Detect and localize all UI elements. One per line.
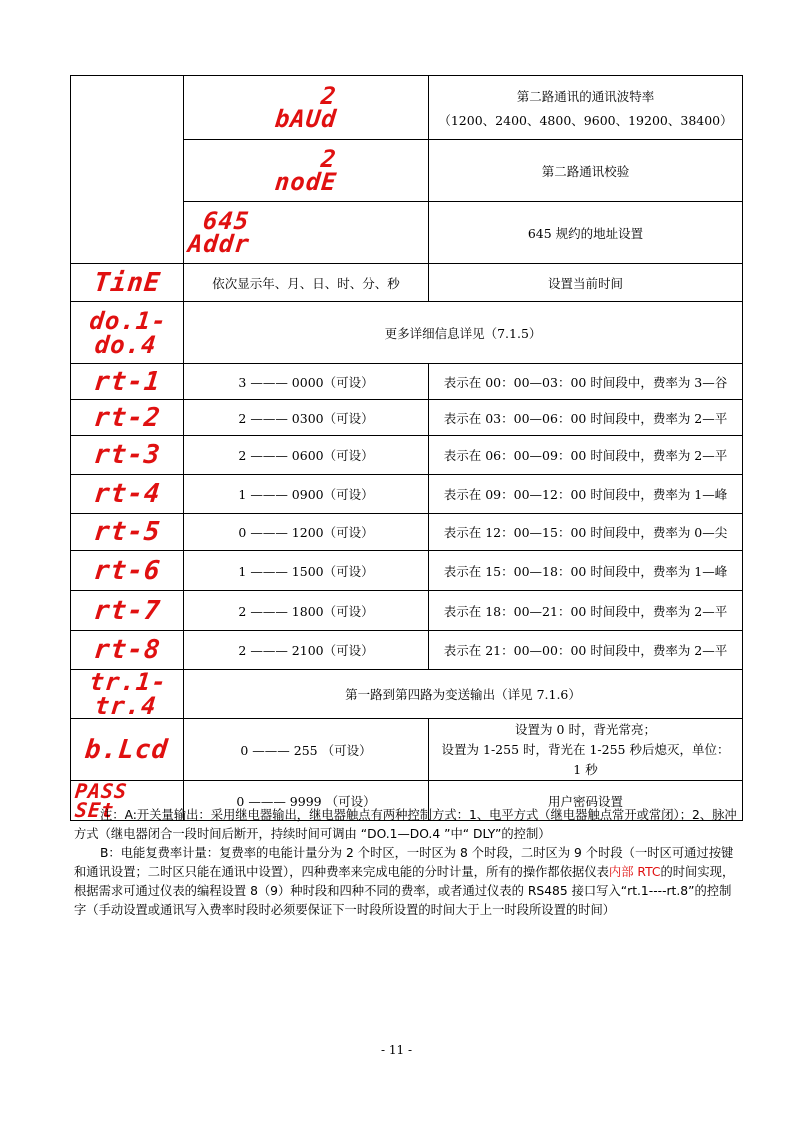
table-row	[71, 364, 743, 400]
lcd-display	[273, 81, 339, 133]
lcd-cell	[184, 140, 429, 202]
lcd-code: rt-8	[92, 635, 162, 665]
lcd-code: rt-1	[92, 366, 162, 397]
desc-cell: 设置当前时间	[429, 264, 743, 302]
lcd-cell	[71, 551, 184, 591]
lcd-cell	[71, 400, 184, 436]
table-row	[71, 475, 743, 514]
desc-cell: 表示在 12：00—15：00 时间段中，费率为 0—尖	[429, 514, 743, 551]
lcd-code: tr.1-tr.4	[88, 668, 169, 720]
lcd-code: rt-5	[92, 517, 162, 547]
desc-text-3: 1 秒	[573, 761, 598, 777]
lcd-display	[273, 144, 339, 196]
lcd-code: rt-6	[92, 555, 162, 586]
desc-cell: 表示在 18：00—21：00 时间段中，费率为 2—平	[429, 591, 743, 631]
lcd-code: rt-4	[92, 479, 162, 509]
lcd-code: PASS	[73, 778, 129, 803]
lcd-code: TinE	[92, 267, 162, 298]
desc-cell: 表示在 03：00—06：00 时间段中，费率为 2—平	[429, 400, 743, 436]
parameter-table	[70, 75, 743, 821]
value-cell: 依次显示年、月、日、时、分、秒	[184, 264, 429, 302]
desc-cell: 表示在 00：00—03：00 时间段中，费率为 3—谷	[429, 364, 743, 400]
value-cell: 2 ——— 0300（可设）	[184, 400, 429, 436]
value-cell: 2 ——— 2100（可设）	[184, 631, 429, 670]
lcd-display	[186, 206, 252, 258]
lcd-cell	[71, 436, 184, 475]
note-a: 注：A:开关量输出：采用继电器输出，继电器触点有两种控制方式：1、电平方式（继电器触点常开或常闭）；2、脉冲方式（继电器闭合一段时间后断开，持续时间可调由 “DO.1—DO.4 ”中“ DLY”的控制）	[74, 808, 737, 841]
lcd-code: bAUd	[273, 104, 339, 133]
note-b	[74, 844, 740, 920]
lcd-code: rt-2	[92, 402, 162, 433]
desc-cell	[429, 76, 743, 140]
value-cell: 0 ——— 9999 （可设）	[184, 781, 429, 821]
table-row	[71, 76, 743, 140]
table-row	[71, 436, 743, 475]
desc-cell: 表示在 21：00—00：00 时间段中，费率为 2—平	[429, 631, 743, 670]
note-b-text-end: 的时间实现，根据需求可通过仪表的编程设置 8（9）种时段和四种不同的费率，或者通过仪表的 RS485 接口写入“rt.1----rt.8”的控制字（手动设置或通讯写入费率时段时必须要保证下一时段所设置的时间大于上一时段所设置的时间）	[74, 865, 735, 917]
desc-cell: 表示在 15：00—18：00 时间段中，费率为 1—峰	[429, 551, 743, 591]
value-cell: 2 ——— 1800（可设）	[184, 591, 429, 631]
lcd-cell	[71, 670, 184, 719]
lcd-cell	[71, 364, 184, 400]
lcd-code: b.Lcd	[83, 734, 171, 765]
desc-cell	[429, 719, 743, 781]
lcd-cell	[71, 514, 184, 551]
table-row	[71, 591, 743, 631]
value-cell: 1 ——— 1500（可设）	[184, 551, 429, 591]
lcd-code: rt-3	[92, 440, 162, 470]
table-row	[71, 302, 743, 364]
span-cell: 更多详细信息详见（7.1.5）	[184, 302, 743, 364]
lcd-code: do.1-do.4	[88, 306, 169, 359]
table-row	[71, 670, 743, 719]
desc-cell: 第二路通讯校验	[429, 140, 743, 202]
value-cell: 0 ——— 1200（可设）	[184, 514, 429, 551]
lcd-code-top: 2	[320, 81, 339, 110]
empty-cell	[71, 76, 184, 264]
table-row	[71, 719, 743, 781]
desc-cell: 表示在 06：00—09：00 时间段中，费率为 2—平	[429, 436, 743, 475]
note-b-text: B：电能复费率计量：复费率的电能计量分为 2 个时区，一时区为 8 个时段，二时区为 9 个时段（一时区可通过按键和通讯设置；二时区只能在通讯中设置），四种费率来完成电能的分时计量，所有的操作都依据仪表	[74, 846, 734, 879]
page-number: - 11 -	[380, 1043, 412, 1057]
table-row	[71, 514, 743, 551]
value-cell: 1 ——— 0900（可设）	[184, 475, 429, 514]
lcd-code: rt-7	[92, 595, 162, 626]
table-row	[71, 264, 743, 302]
desc-cell: 表示在 09：00—12：00 时间段中，费率为 1—峰	[429, 475, 743, 514]
lcd-code-bottom: SEt	[73, 797, 116, 822]
desc-text: 第二路通讯的通讯波特率	[516, 88, 655, 104]
note-b-highlight: 内部 RTC	[608, 865, 661, 879]
desc-cell: 用户密码设置	[429, 781, 743, 821]
value-cell: 2 ——— 0600（可设）	[184, 436, 429, 475]
value-cell: 0 ——— 255 （可设）	[184, 719, 429, 781]
lcd-code-top: 2	[320, 144, 339, 173]
lcd-code-top: 645	[202, 206, 252, 235]
table-row	[71, 400, 743, 436]
lcd-cell	[71, 302, 184, 364]
desc-text: 设置为 0 时，背光常亮；	[515, 721, 656, 737]
lcd-cell	[184, 76, 429, 140]
table-row	[71, 631, 743, 670]
lcd-cell	[71, 475, 184, 514]
span-cell: 第一路到第四路为变送输出（详见 7.1.6）	[184, 670, 743, 719]
value-cell: 3 ——— 0000（可设）	[184, 364, 429, 400]
table-row	[71, 551, 743, 591]
lcd-code: Addr	[186, 229, 252, 258]
lcd-code: nodE	[273, 167, 339, 196]
desc-text-2: 设置为 1-255 时，背光在 1-255 秒后熄灭，单位：	[441, 741, 730, 757]
lcd-cell	[71, 631, 184, 670]
notes-section	[74, 806, 740, 920]
lcd-cell	[71, 591, 184, 631]
desc-text-2: （1200、2400、4800、9600、19200、38400）	[438, 112, 733, 128]
lcd-cell	[184, 202, 429, 264]
lcd-cell	[71, 719, 184, 781]
desc-cell: 645 规约的地址设置	[429, 202, 743, 264]
lcd-cell	[71, 264, 184, 302]
